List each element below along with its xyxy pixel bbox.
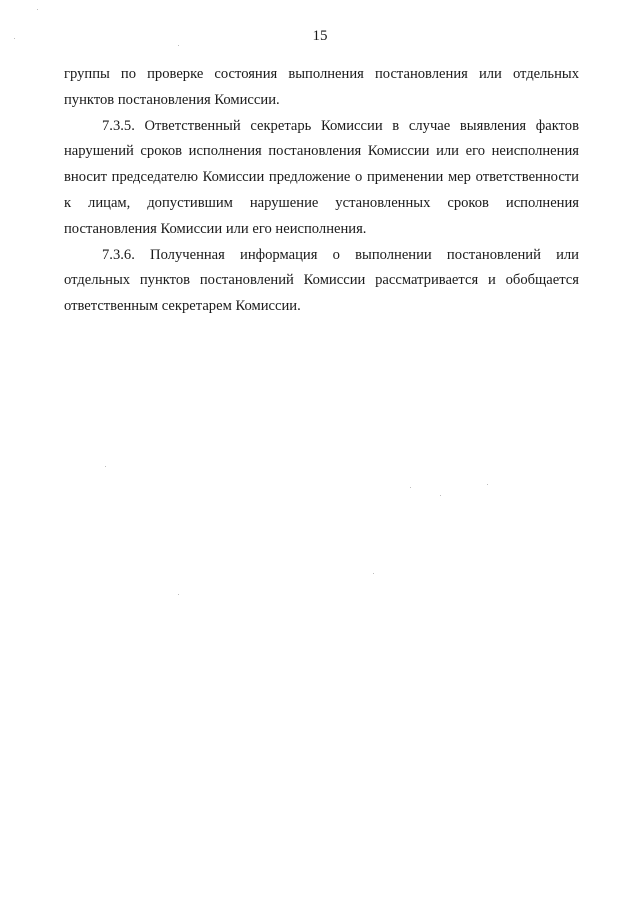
scan-speck xyxy=(178,45,179,46)
page-number: 15 xyxy=(312,28,328,44)
scan-speck xyxy=(487,484,488,485)
paragraph-7-3-5: 7.3.5. Ответственный секретарь Комиссии в случае выявления фактов нарушений сроков исполнения постановления Комиссии или его неисполнения вносит председателю Комиссии предложение о применении мер ответственности к лицам, допустившим нарушение установленных сроков исполнения постановления Комиссии или его неисполнения. xyxy=(64,117,579,237)
document-body xyxy=(64,62,579,320)
scan-speck xyxy=(410,487,411,488)
scan-speck xyxy=(14,38,15,39)
scan-speck xyxy=(178,594,179,595)
paragraph-continuation: группы по проверке состояния выполнения постановления или отдельных пунктов постановления Комиссии. xyxy=(64,66,579,108)
scan-speck xyxy=(373,573,374,574)
paragraph-7-3-6: 7.3.6. Полученная информация о выполнении постановлений или отдельных пунктов постановлений Комиссии рассматривается и обобщается ответственным секретарем Комиссии. xyxy=(64,246,579,315)
scan-speck xyxy=(440,495,441,496)
scan-speck xyxy=(105,466,106,467)
scan-speck xyxy=(37,9,38,10)
